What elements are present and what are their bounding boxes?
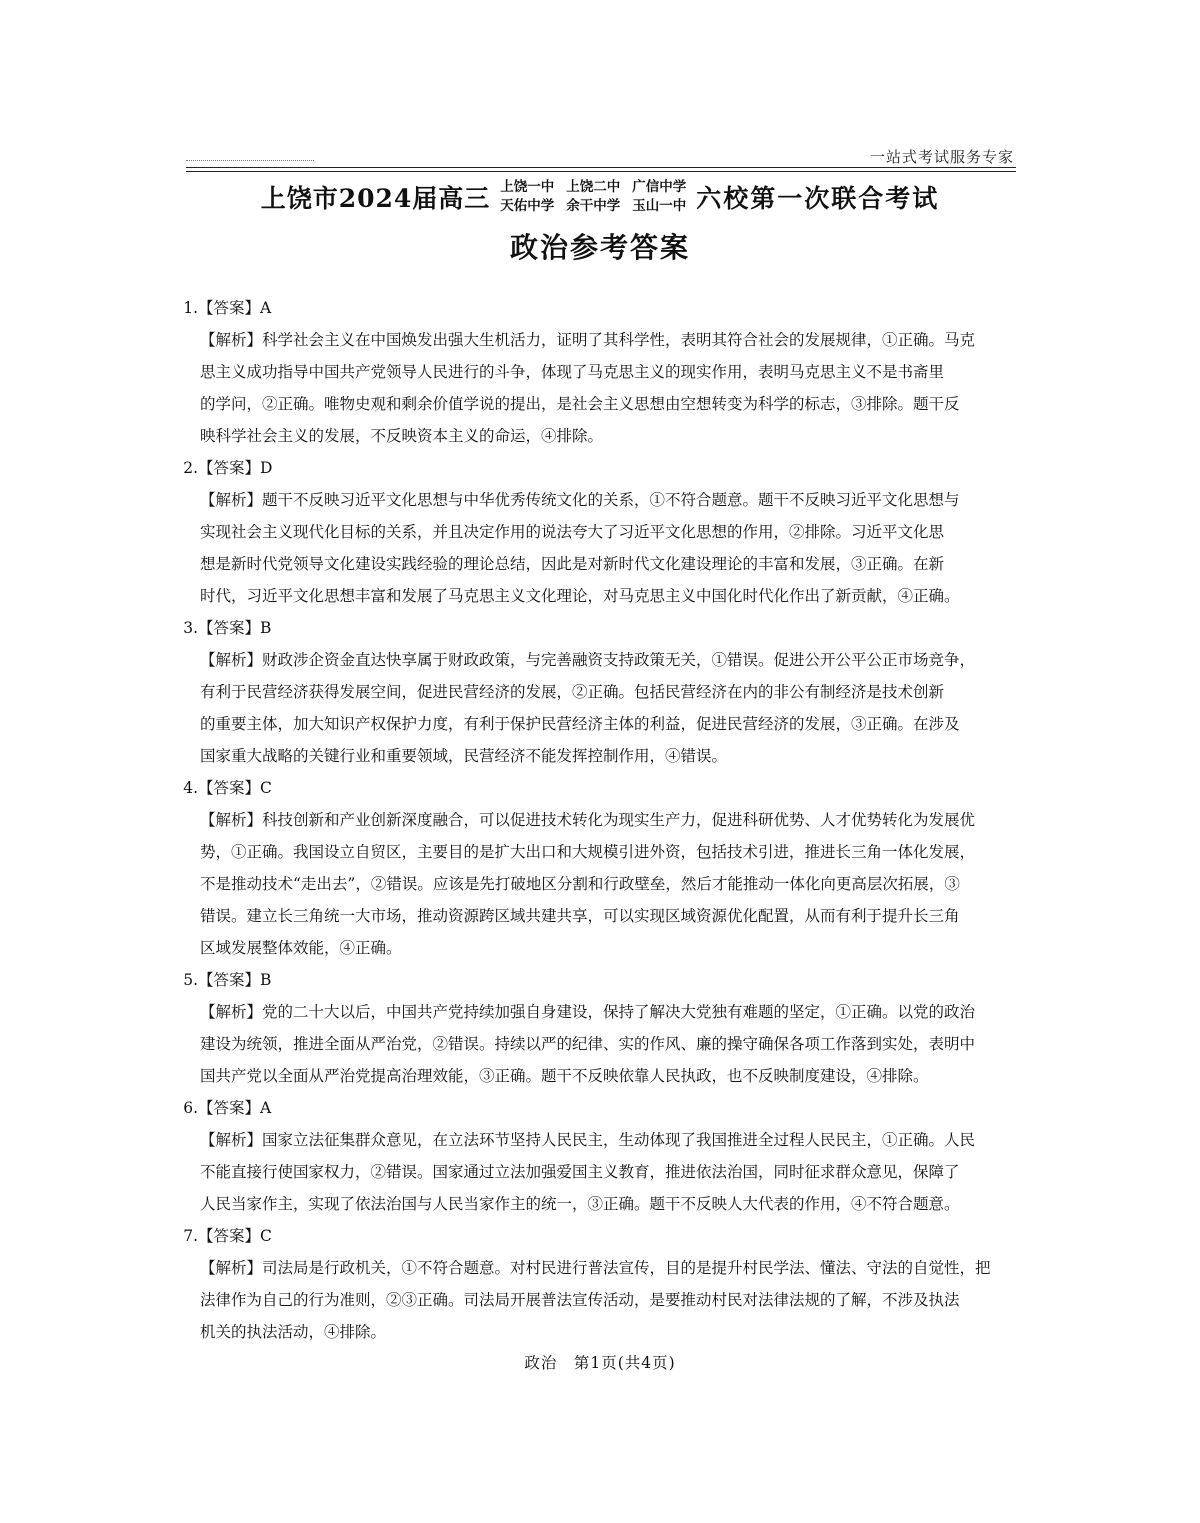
answer-label: 【答案】D [198,459,273,477]
analysis-line: 实现社会主义现代化目标的关系，并且决定作用的说法夸大了习近平文化思想的作用，②排除。习近平文化思 [200,523,945,541]
answer-label: 【答案】B [198,971,272,989]
question-answer-line [172,612,1020,644]
school-list [500,178,686,216]
question-answer-line [172,772,1020,804]
analysis-block [200,1252,1020,1348]
school-name: 余干中学 [566,198,621,214]
page-footer: 政治 第1页(共4页) [524,1354,676,1372]
school-name: 玉山一中 [632,198,687,214]
question-answer-line [172,1092,1020,1124]
header-rule-bottom [186,171,1016,172]
analysis-line: 【解析】党的二十大以后，中国共产党持续加强自身建设，保持了解决大党独有难题的坚定，①正确。以党的政治 [200,1003,976,1021]
analysis-line: 法律作为自己的行为准则，②③正确。司法局开展普法宣传活动，是要推动村民对法律法规的了解，不涉及执法 [200,1291,960,1309]
analysis-block [200,996,1020,1092]
analysis-line: 错误。建立长三角统一大市场，推动资源跨区域共建共享，可以实现区域资源优化配置，从而有利于提升长三角 [200,907,960,925]
analysis-line: 国共产党以全面从严治党提高治理效能，③正确。题干不反映依靠人民执政，也不反映制度建设，④排除。 [200,1067,929,1085]
analysis-line: 势，①正确。我国设立自贸区，主要目的是扩大出口和大规模引进外资，包括技术引进，推进长三角一体化发展， [200,843,976,861]
analysis-line: 【解析】科技创新和产业创新深度融合，可以促进技术转化为现实生产力，促进科研优势、人才优势转化为发展优 [200,811,976,829]
question-number: 3. [183,619,198,637]
school-row-2 [500,197,686,216]
question-answer-line [172,292,1020,324]
answer-label: 【答案】B [198,619,272,637]
school-name: 上饶一中 [500,179,555,195]
title-prefix: 上饶市2024届高三 [260,184,491,213]
analysis-line: 的学问，②正确。唯物史观和剩余价值学说的提出，是社会主义思想由空想转变为科学的标志，③排除。题干反 [200,395,960,413]
school-name: 天佑中学 [500,198,555,214]
question-answer-line [172,452,1020,484]
title-suffix: 六校第一次联合考试 [696,184,940,213]
analysis-block [200,484,1020,612]
analysis-line: 的重要主体，加大知识产权保护力度，有利于保护民营经济主体的利益，促进民营经济的发展，③正确。在涉及 [200,715,960,733]
question-number: 6. [183,1099,198,1117]
analysis-line: 不是推动技术“走出去”，②错误。应该是先打破地区分割和行政壁垒，然后才能推动一体化向更高层次拓展，③ [200,875,960,893]
analysis-line: 【解析】财政涉企资金直达快享属于财政政策，与完善融资支持政策无关，①错误。促进公开公平公正市场竞争， [200,651,976,669]
question-answer-line [172,964,1020,996]
question-number: 2. [183,459,198,477]
analysis-line: 有利于民营经济获得发展空间，促进民营经济的发展，②正确。包括民营经济在内的非公有制经济是技术创新 [200,683,945,701]
question-number: 5. [183,971,198,989]
analysis-line: 机关的执法活动，④排除。 [200,1323,387,1341]
page-subtitle: 政治参考答案 [509,231,690,264]
analysis-line: 映科学社会主义的发展，不反映资本主义的命运，④排除。 [200,427,604,445]
analysis-line: 不能直接行使国家权力，②错误。国家通过立法加强爱国主义教育，推进依法治国，同时征求群众意见，保障了 [200,1163,960,1181]
analysis-line: 【解析】国家立法征集群众意见，在立法环节坚持人民民主，生动体现了我国推进全过程人民民主，①正确。人民 [200,1131,976,1149]
question-number: 4. [183,779,198,797]
answer-label: 【答案】C [198,1227,272,1245]
answer-label: 【答案】A [198,299,272,317]
question-answer-line [172,1220,1020,1252]
analysis-block [200,804,1020,964]
analysis-line: 【解析】司法局是行政机关，①不符合题意。对村民进行普法宣传，目的是提升村民学法、懂法、守法的自觉性，把 [200,1259,991,1277]
analysis-line: 国家重大战略的关键行业和重要领域，民营经济不能发挥控制作用，④错误。 [200,747,728,765]
analysis-line: 【解析】题干不反映习近平文化思想与中华优秀传统文化的关系，①不符合题意。题干不反映习近平文化思想与 [200,491,960,509]
school-name: 广信中学 [632,179,687,195]
question-number: 1. [183,299,198,317]
question-list [172,292,1020,1348]
analysis-line: 人民当家作主，实现了依法治国与人民当家作主的统一，③正确。题干不反映人大代表的作用，④不符合题意。 [200,1195,960,1213]
brand-slogan: 一站式考试服务专家 [869,148,1014,166]
analysis-line: 时代，习近平文化思想丰富和发展了马克思主义文化理论，对马克思主义中国化时代化作出了新贡献，④正确。 [200,587,960,605]
question-number: 7. [183,1227,198,1245]
analysis-block [200,644,1020,772]
school-name: 上饶二中 [566,179,621,195]
school-row-1 [500,178,686,197]
analysis-line: 【解析】科学社会主义在中国焕发出强大生机活力，证明了其科学性，表明其符合社会的发展规律，①正确。马克 [200,331,976,349]
analysis-line: 想是新时代党领导文化建设实践经验的理论总结，因此是对新时代文化建设理论的丰富和发展，③正确。在新 [200,555,945,573]
answer-label: 【答案】A [198,1099,272,1117]
analysis-line: 思主义成功指导中国共产党领导人民进行的斗争，体现了马克思主义的现实作用，表明马克思主义不是书斋里 [200,363,945,381]
exam-title [0,178,1200,216]
analysis-line: 区域发展整体效能，④正确。 [200,939,402,957]
analysis-line: 建设为统领，推进全面从严治党，②错误。持续以严的纪律、实的作风、廉的操守确保各项工作落到实处，表明中 [200,1035,976,1053]
answer-label: 【答案】C [198,779,272,797]
analysis-block [200,1124,1020,1220]
header-rule-top [186,167,1016,168]
header-dotted-rule [186,160,314,161]
analysis-block [200,324,1020,452]
